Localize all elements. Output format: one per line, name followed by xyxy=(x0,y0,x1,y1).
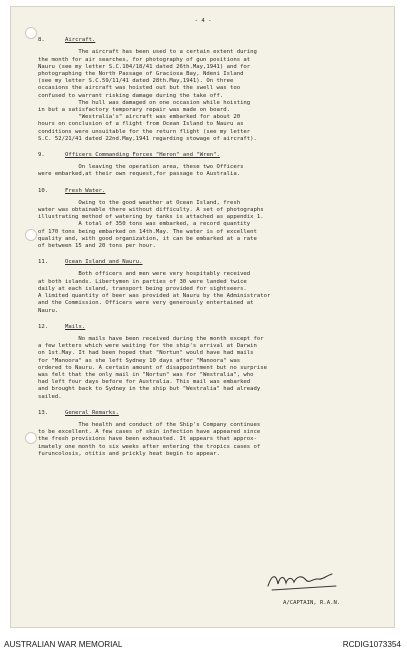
section-heading xyxy=(38,259,368,266)
section-number: 9. xyxy=(38,152,45,159)
punch-hole xyxy=(25,229,37,241)
document-body xyxy=(38,18,368,467)
section-title: Aircraft. xyxy=(65,37,96,44)
section-paragraph: The health and conduct of the Ship's Company continues to be excellent. A few cases of skin infection have appeared since the fresh provisions have been exhausted. It appears that approx- imately one month to six weeks after entering the tropics cases of furuncolosis, otitis and prickly heat begin to appear. xyxy=(38,421,261,457)
section-paragraph: On leaving the operation area, these two Officers were embarked,at their own request,for passage to Australia. xyxy=(38,164,244,178)
footer-archive-name: AUSTRALIAN WAR MEMORIAL xyxy=(4,640,123,649)
section-mails xyxy=(38,324,368,401)
section-heading xyxy=(38,37,368,44)
section-heading xyxy=(38,152,368,159)
section-number: 11. xyxy=(38,259,49,266)
section-heading xyxy=(38,410,368,417)
section-heading xyxy=(38,188,368,195)
section-title: Ocean Island and Nauru. xyxy=(65,259,143,266)
section-officers xyxy=(38,152,368,179)
section-paragraph: The aircraft has been used to a certain extent during the month for air searches, for photography of gun positions at Nauru (see my letter S.C.104/18/41 dated 26th.May,1941) and for photographing the North Passage of Graciosa Bay, Ndeni Island (see my letter S.C.59/11/41 dated 28th.May,1941). On three occasions the aircraft was hoisted out but the swell was too confused to warrant risking damage during the take off. The hull was damaged on one occasion while hoisting in but a satisfactory temporary repair was made on board. "Westralia's" aircraft was embarked for about 20 hours on conclusion of a flight from Ocean Island to Nauru as conditions were unsuitable for the return flight (see my letter S.C. 52/21/41 dated 22nd.May,1941 regarding stowage of aircraft). xyxy=(38,49,257,142)
section-fresh-water xyxy=(38,188,368,251)
section-number: 8. xyxy=(38,37,45,44)
section-title: Mails. xyxy=(65,323,86,330)
handwritten-signature xyxy=(262,566,342,594)
section-title: General Remarks. xyxy=(65,409,119,416)
section-title: Officers Commanding Forces "Heron" and "Wren". xyxy=(65,152,220,159)
footer-record-id: RCDIG1073354 xyxy=(342,640,401,649)
punch-hole xyxy=(25,27,37,39)
section-paragraph: Both officers and men were very hospitably received at both islands. Libertymen in parties of 30 were landed twice daily at each island, transport being provided for sightseers. A limited quantity of beer was provided at Nauru by the Administrator and the Commission. Officers were very generously entertained at Nauru. xyxy=(38,271,271,314)
section-ocean-island-nauru xyxy=(38,259,368,314)
signature-title: A/CAPTAIN, R.A.N. xyxy=(283,600,341,606)
section-heading xyxy=(38,324,368,331)
section-number: 10. xyxy=(38,187,49,194)
punch-hole xyxy=(25,432,37,444)
section-aircraft xyxy=(38,37,368,143)
section-number: 13. xyxy=(38,409,49,416)
section-paragraph: No mails have been received during the month except for a few letters which were waiting for the ship's arrival at Darwin on 1st.May. It had been hoped that "Nortun" would have had mails for "Manoora" as she left Sydney 10 days after "Manoora" was ordered to Nauru. A certain amount of disappointment but no surprise was felt that the only mail in "Nortun" was for "Westralia", who had left four days before for Australia. This mail was embarked and brought back to Sydney in the ship but "Westralia" had already sailed. xyxy=(38,335,268,400)
page-number: - 4 - xyxy=(194,18,212,24)
section-paragraph: Owing to the good weather at Ocean Island, fresh water was obtainable there without difficulty. A set of photographs illustrating method of watering by tanks is attached as appendix 1. A total of 350 tons was embarked, a record quantity of 170 tons being embarked on 14th.May. The water is of excellent quality and, with good organization, it can be embarked at a rate of between 15 and 20 tons per hour. xyxy=(38,199,264,250)
section-title: Fresh Water. xyxy=(65,187,106,194)
section-general-remarks xyxy=(38,410,368,458)
section-number: 12. xyxy=(38,323,49,330)
